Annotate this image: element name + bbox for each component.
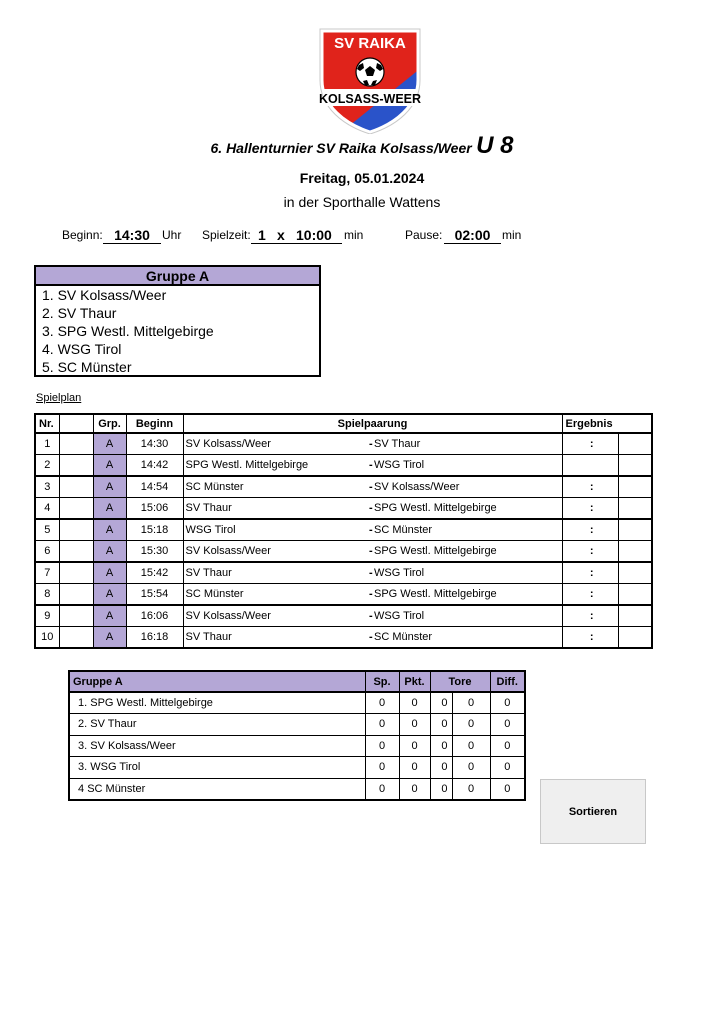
spielzeit-count: 1 (258, 227, 266, 243)
standings-team (69, 714, 365, 736)
standings-team-name: SV Thaur (90, 718, 137, 731)
pause-unit: min (502, 228, 522, 242)
match-time: 15:30 (126, 541, 183, 563)
match-time: 14:30 (126, 433, 183, 455)
match-blank (59, 519, 93, 541)
standings-sp: 0 (365, 735, 399, 757)
spielplan-label: Spielplan (36, 392, 82, 404)
standings-group-title: Gruppe A (69, 671, 365, 692)
standings-rank: 1. (78, 697, 88, 709)
beginn-value[interactable]: 14:30 (103, 227, 161, 244)
table-row (35, 627, 652, 649)
standings-pkt: 0 (399, 778, 430, 800)
match-extra (618, 476, 652, 498)
away-team: WSG Tirol (373, 455, 562, 477)
group-team: 2. SV Thaur (42, 305, 117, 321)
match-blank (59, 433, 93, 455)
standings-diff: 0 (490, 714, 525, 736)
standings-tore-against: 0 (452, 735, 490, 757)
match-extra (618, 562, 652, 584)
match-time: 14:42 (126, 455, 183, 477)
table-row (35, 455, 652, 477)
match-result[interactable]: : (562, 541, 618, 563)
group-a-box (34, 265, 321, 377)
standings-pkt: 0 (399, 757, 430, 779)
match-time: 15:06 (126, 498, 183, 520)
home-team: WSG Tirol (183, 519, 366, 541)
schedule-table (34, 413, 653, 649)
pairing-dash: - (366, 519, 373, 541)
soccer-ball-icon (356, 58, 384, 86)
table-row (35, 498, 652, 520)
match-blank (59, 627, 93, 649)
standings-team (69, 757, 365, 779)
away-team: SV Kolsass/Weer (373, 476, 562, 498)
table-row (69, 692, 525, 714)
group-team: 4. WSG Tirol (42, 341, 122, 357)
schedule-header-row (35, 414, 652, 433)
pairing-dash: - (366, 498, 373, 520)
match-time: 16:18 (126, 627, 183, 649)
match-time: 15:42 (126, 562, 183, 584)
match-blank (59, 605, 93, 627)
standings-sp: 0 (365, 714, 399, 736)
standings-diff: 0 (490, 735, 525, 757)
match-nr: 2 (35, 455, 59, 477)
match-nr: 7 (35, 562, 59, 584)
match-result[interactable]: : (562, 433, 618, 455)
spielzeit-field[interactable] (251, 227, 342, 244)
standings-tore-for: 0 (430, 735, 452, 757)
standings-tore-for: 0 (430, 778, 452, 800)
spielzeit-label: Spielzeit: (202, 228, 251, 242)
home-team: SC Münster (183, 584, 366, 606)
match-nr: 8 (35, 584, 59, 606)
away-team: SPG Westl. Mittelgebirge (373, 584, 562, 606)
page-title (0, 132, 724, 160)
match-result[interactable]: : (562, 584, 618, 606)
pairing-dash: - (366, 605, 373, 627)
spielzeit-x: x (277, 227, 285, 243)
match-group: A (93, 433, 126, 455)
match-group: A (93, 584, 126, 606)
col-ergebnis: Ergebnis (562, 414, 652, 433)
standings-table (68, 670, 526, 801)
match-nr: 1 (35, 433, 59, 455)
match-time: 14:54 (126, 476, 183, 498)
away-team: SC Münster (373, 519, 562, 541)
time-settings (0, 228, 724, 248)
away-team: SC Münster (373, 627, 562, 649)
standings-team-name: SPG Westl. Mittelgebirge (90, 697, 213, 709)
home-team: SV Kolsass/Weer (183, 541, 366, 563)
match-group: A (93, 605, 126, 627)
match-nr: 10 (35, 627, 59, 649)
table-row (69, 757, 525, 779)
standings-diff: 0 (490, 778, 525, 800)
match-blank (59, 455, 93, 477)
col-blank (59, 414, 93, 433)
match-group: A (93, 455, 126, 477)
standings-rank: 3. (78, 761, 88, 774)
standings-sp: 0 (365, 692, 399, 714)
match-group: A (93, 476, 126, 498)
table-row (35, 584, 652, 606)
match-blank (59, 476, 93, 498)
table-row (35, 562, 652, 584)
match-nr: 6 (35, 541, 59, 563)
standings-pkt: 0 (399, 735, 430, 757)
match-extra (618, 498, 652, 520)
match-group: A (93, 541, 126, 563)
club-logo (319, 28, 421, 134)
group-team: 1. SV Kolsass/Weer (42, 287, 167, 303)
col-tore: Tore (430, 671, 490, 692)
match-extra (618, 627, 652, 649)
pairing-dash: - (366, 455, 373, 477)
pairing-dash: - (366, 476, 373, 498)
table-row (35, 519, 652, 541)
home-team: SV Kolsass/Weer (183, 605, 366, 627)
spielzeit-value: 10:00 (296, 227, 332, 243)
match-blank (59, 541, 93, 563)
match-nr: 9 (35, 605, 59, 627)
col-beginn: Beginn (126, 414, 183, 433)
match-extra (618, 584, 652, 606)
match-blank (59, 584, 93, 606)
standings-team (69, 692, 365, 714)
match-extra (618, 519, 652, 541)
standings-header-row (69, 671, 525, 692)
match-time: 15:18 (126, 519, 183, 541)
table-row (69, 735, 525, 757)
standings-tore-against: 0 (452, 692, 490, 714)
col-spielpaarung: Spielpaarung (183, 414, 562, 433)
match-nr: 4 (35, 498, 59, 520)
match-group: A (93, 519, 126, 541)
pairing-dash: - (366, 627, 373, 649)
event-venue: in der Sporthalle Wattens (283, 194, 441, 210)
standings-team-name: SC Münster (87, 782, 146, 795)
match-result[interactable]: : (562, 605, 618, 627)
away-team: SV Thaur (373, 433, 562, 455)
pairing-dash: - (366, 433, 373, 455)
pairing-dash: - (366, 541, 373, 563)
group-a-title: Gruppe A (36, 267, 319, 286)
pause-value[interactable]: 02:00 (444, 227, 501, 244)
match-extra (618, 433, 652, 455)
match-extra (618, 605, 652, 627)
standings-team-name: WSG Tirol (90, 761, 141, 774)
standings-diff: 0 (490, 757, 525, 779)
match-result[interactable]: : (562, 562, 618, 584)
table-row (69, 778, 525, 800)
beginn-unit: Uhr (162, 228, 182, 242)
home-team: SV Thaur (183, 498, 366, 520)
table-row (35, 476, 652, 498)
event-date: Freitag, 05.01.2024 (299, 170, 425, 186)
beginn-label: Beginn: (62, 228, 103, 242)
table-row (69, 714, 525, 736)
table-row (35, 433, 652, 455)
pairing-dash: - (366, 584, 373, 606)
match-group: A (93, 498, 126, 520)
standings-pkt: 0 (399, 692, 430, 714)
standings-pkt: 0 (399, 714, 430, 736)
group-team: 3. SPG Westl. Mittelgebirge (42, 323, 214, 339)
table-row (35, 605, 652, 627)
away-team: SPG Westl. Mittelgebirge (373, 498, 562, 520)
logo-top-text: SV RAIKA (334, 35, 406, 52)
match-extra (618, 541, 652, 563)
home-team: SV Thaur (183, 562, 366, 584)
standings-tore-for: 0 (430, 692, 452, 714)
home-team: SPG Westl. Mittelgebirge (183, 455, 366, 477)
standings-rank: 3. (78, 739, 88, 752)
logo-bottom-text: KOLSASS-WEER (319, 92, 421, 106)
match-result[interactable]: : (562, 519, 618, 541)
table-row (35, 541, 652, 563)
match-blank (59, 498, 93, 520)
col-diff: Diff. (490, 671, 525, 692)
age-class: U 8 (476, 132, 514, 159)
home-team: SV Thaur (183, 627, 366, 649)
standings-tore-against: 0 (452, 778, 490, 800)
standings-diff: 0 (490, 692, 525, 714)
match-extra (618, 455, 652, 477)
standings-team-name: SV Kolsass/Weer (90, 739, 176, 752)
match-time: 16:06 (126, 605, 183, 627)
match-group: A (93, 562, 126, 584)
group-team: 5. SC Münster (42, 359, 132, 375)
away-team: WSG Tirol (373, 605, 562, 627)
match-nr: 5 (35, 519, 59, 541)
match-nr: 3 (35, 476, 59, 498)
standings-tore-against: 0 (452, 757, 490, 779)
col-pkt: Pkt. (399, 671, 430, 692)
match-result[interactable] (562, 455, 618, 477)
col-nr: Nr. (35, 414, 59, 433)
match-time: 15:54 (126, 584, 183, 606)
tournament-title: 6. Hallenturnier SV Raika Kolsass/Weer (210, 140, 472, 156)
home-team: SV Kolsass/Weer (183, 433, 366, 455)
standings-tore-for: 0 (430, 714, 452, 736)
spielzeit-unit: min (344, 228, 364, 242)
match-blank (59, 562, 93, 584)
standings-team (69, 735, 365, 757)
standings-team (69, 778, 365, 800)
standings-rank: 2. (78, 718, 88, 731)
match-result[interactable]: : (562, 498, 618, 520)
pairing-dash: - (366, 562, 373, 584)
col-sp: Sp. (365, 671, 399, 692)
standings-tore-against: 0 (452, 714, 490, 736)
standings-tore-for: 0 (430, 757, 452, 779)
standings-sp: 0 (365, 757, 399, 779)
match-result[interactable]: : (562, 476, 618, 498)
col-grp: Grp. (93, 414, 126, 433)
standings-sp: 0 (365, 778, 399, 800)
match-result[interactable]: : (562, 627, 618, 649)
away-team: SPG Westl. Mittelgebirge (373, 541, 562, 563)
away-team: WSG Tirol (373, 562, 562, 584)
pause-label: Pause: (405, 228, 443, 242)
home-team: SC Münster (183, 476, 366, 498)
match-group: A (93, 627, 126, 649)
sort-button[interactable]: Sortieren (540, 779, 646, 844)
standings-rank: 4 (78, 782, 85, 795)
